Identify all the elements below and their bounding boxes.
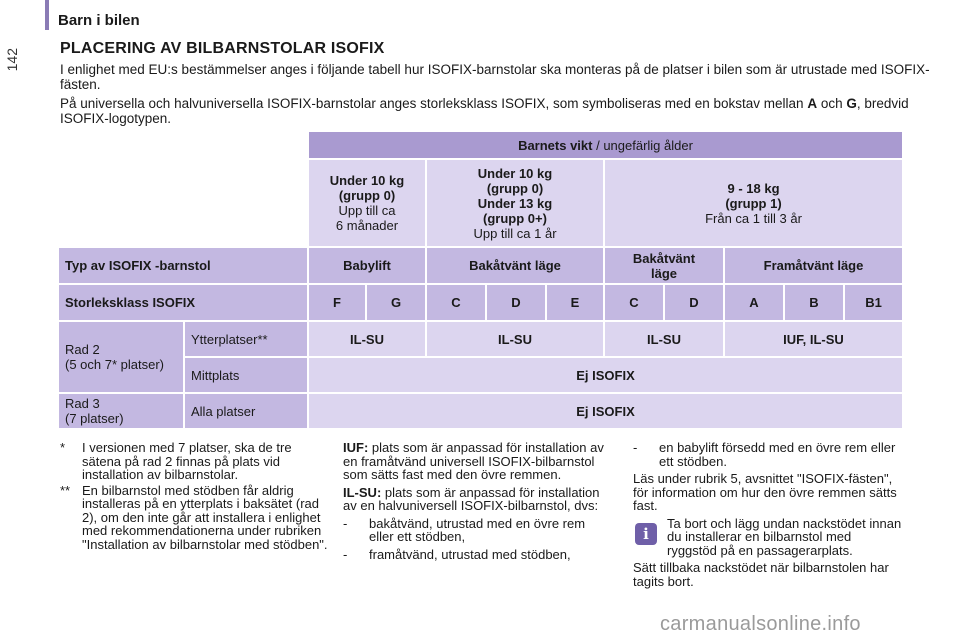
see-section-text: Läs under rubrik 5, avsnittet "ISOFIX-fästen", för information om hur den övre remmen sätts fast. bbox=[633, 471, 897, 513]
middle-seat-label: Mittplats bbox=[184, 357, 308, 393]
intro-text bbox=[60, 62, 940, 130]
list-dash: - bbox=[343, 546, 348, 562]
intro-p2-part-a: På universella och halvuniversella ISOFIX-barnstolar anges storleksklass ISOFIX, som symboliseras med en bokstav mellan bbox=[60, 96, 808, 111]
info-note bbox=[633, 517, 903, 558]
size-cell: G bbox=[366, 284, 426, 321]
weight-group-2-weight: 9 - 18 kg bbox=[727, 180, 780, 196]
chapter-title: Barn i bilen bbox=[58, 12, 140, 29]
weight-group-2-age: Från ca 1 till 3 år bbox=[705, 210, 802, 226]
weight-group-0-weight: Under 10 kg bbox=[329, 173, 405, 188]
info-icon: i bbox=[635, 523, 657, 545]
row2-label-line2: (5 och 7* platser) bbox=[65, 357, 164, 372]
intro-p2-part-e: , bredvid ISOFIX-logotypen. bbox=[60, 96, 909, 126]
intro-p2-letter-g: G bbox=[846, 96, 857, 111]
final-text: Sätt tillbaka nackstödet när bilbarnstolen har tagits bort. bbox=[633, 560, 889, 589]
list-dash: - bbox=[343, 515, 348, 531]
type-row-label: Typ av ISOFIX -barnstol bbox=[58, 247, 308, 284]
footnotes bbox=[60, 441, 332, 553]
weight-group-0-group: (grupp 0) bbox=[338, 188, 396, 203]
size-cell: B1 bbox=[844, 284, 903, 321]
intro-paragraph-2 bbox=[60, 96, 940, 126]
list-item-text: bakåtvänd, utrustad med en övre rem eller ett stödben, bbox=[369, 515, 586, 544]
size-cell: D bbox=[486, 284, 546, 321]
table-weight-header bbox=[308, 131, 903, 159]
list-item bbox=[343, 548, 613, 562]
footnote-item bbox=[60, 441, 332, 482]
outer-seat-value: IUF, IL-SU bbox=[724, 321, 903, 357]
iuf-definition bbox=[343, 441, 613, 482]
chapter-accent-bar bbox=[45, 0, 49, 30]
iuf-text: plats som är anpassad för installation av en framåtvänd universell ISOFIX-bilbarnstol som sätts fast med den övre remmen. bbox=[343, 440, 604, 482]
weight-header-rest: / ungefärlig ålder bbox=[592, 137, 693, 153]
section-title: PLACERING AV BILBARNSTOLAR ISOFIX bbox=[60, 40, 385, 57]
intro-paragraph-1: I enlighet med EU:s bestämmelser anges i följande tabell hur ISOFIX-barnstolar ska monteras på de platser i bilen som är utrustade med ISOFIX-fästen. bbox=[60, 62, 930, 92]
weight-group-0-age-2: 6 månader bbox=[335, 218, 399, 233]
size-cell: B bbox=[784, 284, 844, 321]
weight-group-0 bbox=[308, 159, 426, 247]
middle-seat-value: Ej ISOFIX bbox=[308, 357, 903, 393]
row2-label bbox=[58, 321, 184, 393]
ilsu-term: IL-SU: bbox=[343, 484, 382, 500]
list-item-text: framåtvänd, utrustad med stödben, bbox=[369, 546, 571, 562]
weight-header-bold: Barnets vikt bbox=[518, 137, 593, 153]
row3-value: Ej ISOFIX bbox=[308, 393, 903, 429]
size-row-label: Storleksklass ISOFIX bbox=[58, 284, 308, 321]
weight-group-0-age-1: Upp till ca bbox=[338, 203, 396, 218]
size-cell: C bbox=[426, 284, 486, 321]
row3-label-line2: (7 platser) bbox=[65, 411, 124, 426]
ilsu-text: plats som är anpassad för installation av en halvuniversell ISOFIX-bilbarnstol, dvs: bbox=[343, 484, 600, 513]
table-blank-corner-2 bbox=[58, 159, 308, 247]
intro-p2-letter-a: A bbox=[807, 96, 818, 111]
watermark: carmanualsonline.info bbox=[660, 613, 861, 635]
outer-seat-value: IL-SU bbox=[426, 321, 604, 357]
row2-label-line1: Rad 2 bbox=[65, 342, 100, 357]
list-item-text: en babylift försedd med en övre rem eller ett stödben. bbox=[659, 440, 896, 469]
ilsu-definition bbox=[343, 486, 613, 513]
info-note-text: Ta bort och lägg undan nackstödet innan du installerar en bilbarnstol med ryggstöd på en passagerarplats. bbox=[667, 515, 902, 558]
footnote-item bbox=[60, 484, 332, 552]
footnote-mark: ** bbox=[60, 482, 71, 498]
intro-p2-part-c: och bbox=[817, 96, 847, 111]
outer-seat-value: IL-SU bbox=[604, 321, 724, 357]
type-cell: Babylift bbox=[308, 247, 426, 284]
definitions-column bbox=[343, 441, 613, 565]
weight-group-2-group: (grupp 1) bbox=[725, 195, 782, 211]
size-cell: F bbox=[308, 284, 366, 321]
right-column bbox=[633, 441, 903, 592]
type-cell: Framåtvänt läge bbox=[724, 247, 903, 284]
list-item bbox=[343, 517, 613, 544]
size-cell: E bbox=[546, 284, 604, 321]
page-number: 142 bbox=[4, 48, 20, 72]
type-cell: Bakåtvänt läge bbox=[604, 247, 724, 284]
weight-group-1-age: Upp till ca 1 år bbox=[473, 225, 557, 241]
all-seats-label: Alla platser bbox=[184, 393, 308, 429]
weight-group-1 bbox=[426, 159, 604, 247]
outer-seat-value: IL-SU bbox=[308, 321, 426, 357]
isofix-table bbox=[57, 130, 904, 430]
row3-label bbox=[58, 393, 184, 429]
size-cell: A bbox=[724, 284, 784, 321]
weight-group-1-weight: Under 10 kg bbox=[477, 165, 553, 181]
footnote-mark: * bbox=[60, 440, 66, 455]
type-cell: Bakåtvänt läge bbox=[426, 247, 604, 284]
iuf-term: IUF: bbox=[343, 440, 369, 455]
weight-group-1-group-b: (grupp 0+) bbox=[483, 210, 547, 226]
row3-label-line1: Rad 3 bbox=[65, 396, 100, 411]
list-item bbox=[633, 441, 903, 468]
size-cell: D bbox=[664, 284, 724, 321]
size-cell: C bbox=[604, 284, 664, 321]
footnote-text: En bilbarnstol med stödben får aldrig installeras på en ytterplats i baksätet (rad 2), om den inte går att installera i enlighet med rekommendationerna under rubriken "Installation av bilbarnstolar med stödben". bbox=[82, 482, 328, 552]
outer-seats-label: Ytterplatser** bbox=[184, 321, 308, 357]
list-dash: - bbox=[633, 440, 638, 455]
weight-group-1-weight-b: Under 13 kg bbox=[477, 195, 553, 211]
table-blank-corner bbox=[58, 131, 308, 159]
weight-group-1-group: (grupp 0) bbox=[486, 180, 544, 196]
footnote-text: I versionen med 7 platser, ska de tre sätena på rad 2 finnas på plats vid installation av bilbarnstolar. bbox=[82, 440, 292, 482]
weight-group-2 bbox=[604, 159, 903, 247]
